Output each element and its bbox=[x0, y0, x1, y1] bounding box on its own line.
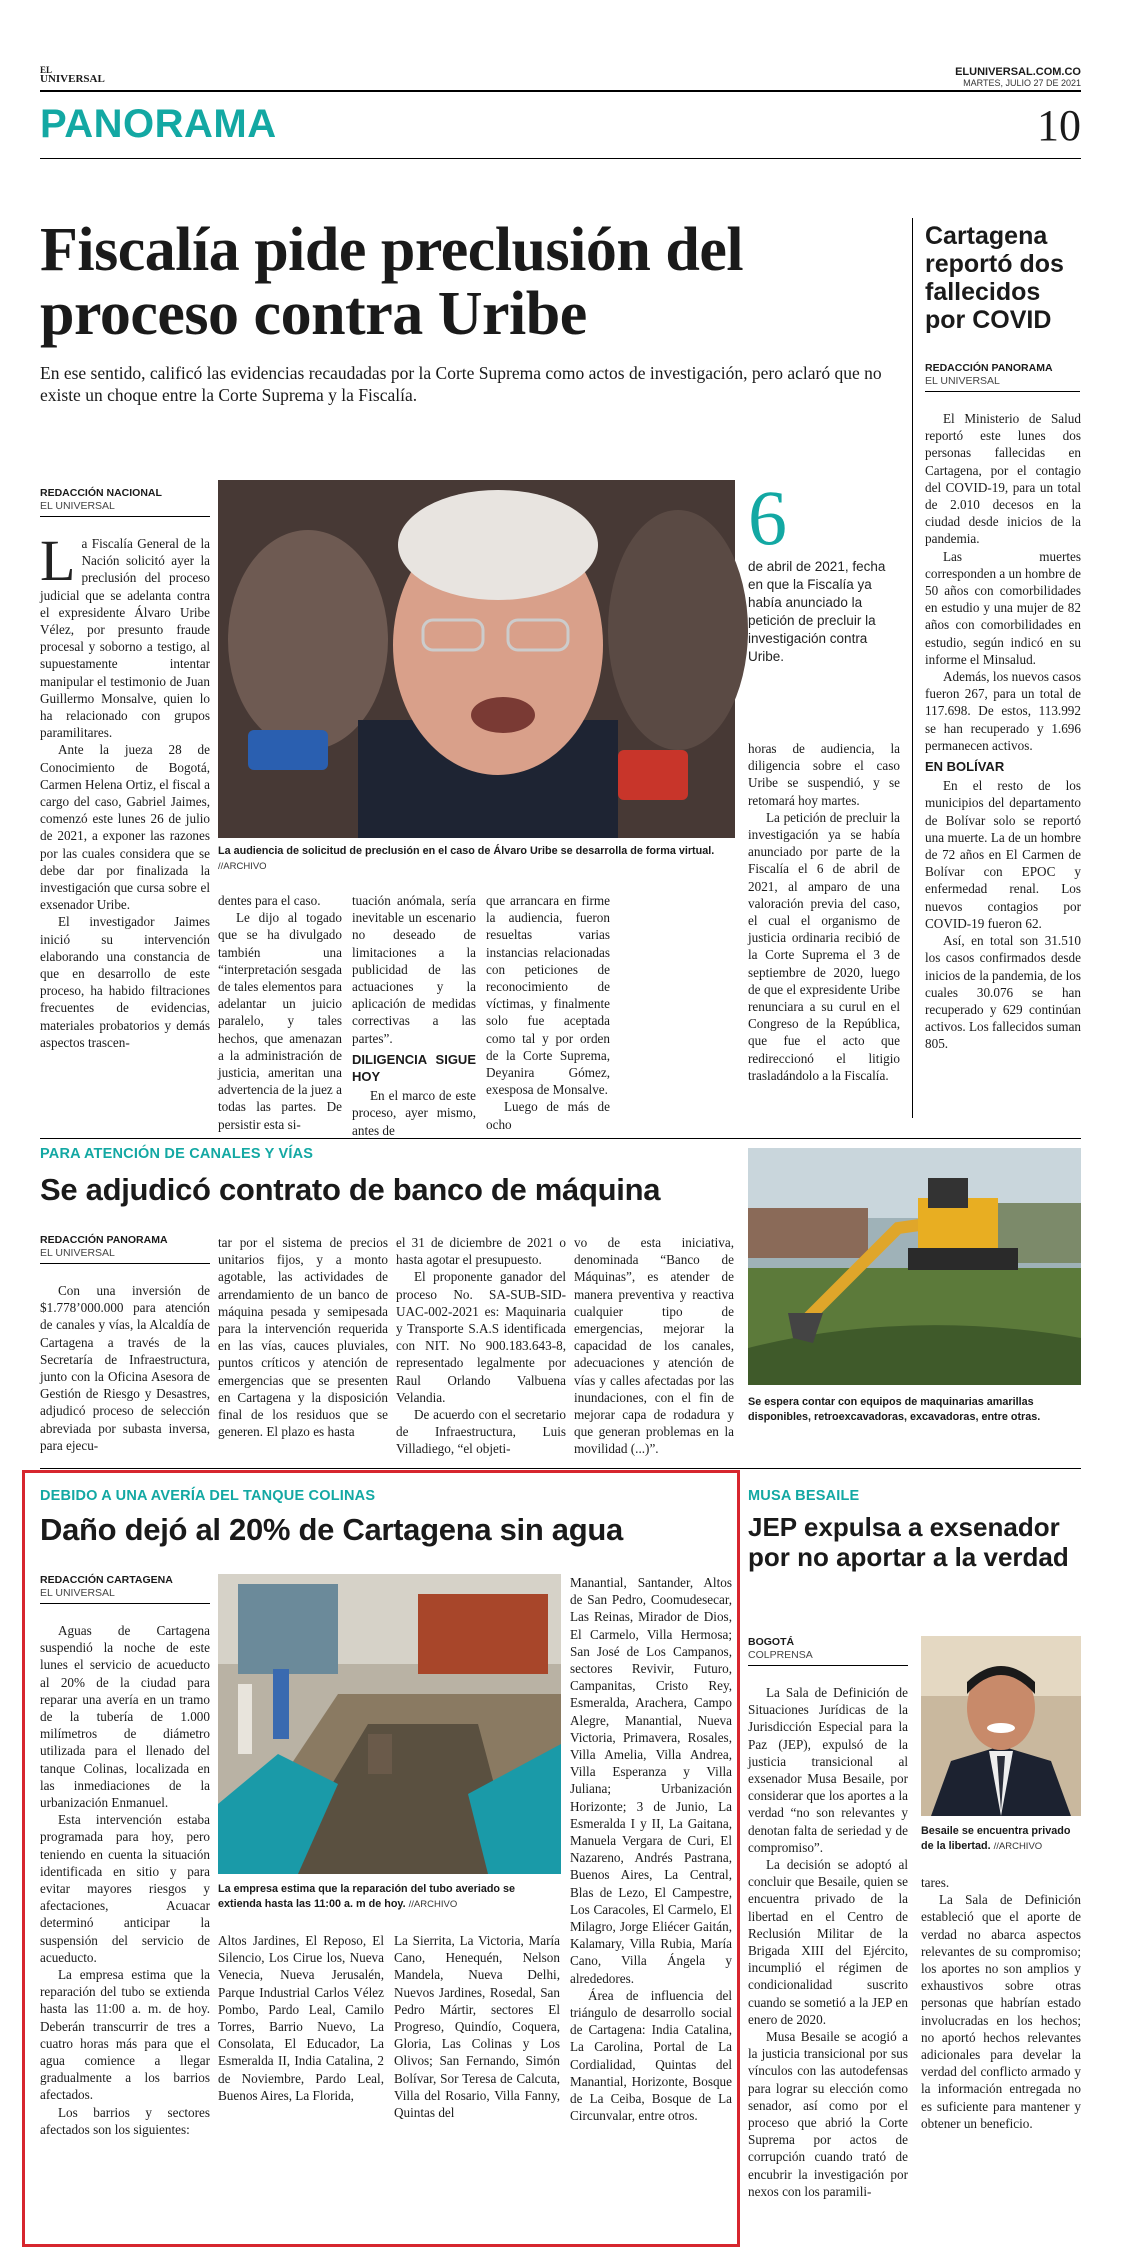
story2-headline: Se adjudicó contrato de banco de máquina bbox=[40, 1172, 661, 1207]
story2-photo-caption: Se espera contar con equipos de maquinarias amarillas disponibles, retroexcavadoras, excavadoras, entre otras. bbox=[748, 1396, 1041, 1423]
sidebar-divider bbox=[912, 218, 913, 1118]
byline-author: BOGOTÁ bbox=[748, 1636, 795, 1648]
logo-line2: UNIVERSAL bbox=[40, 73, 105, 85]
story1-col2: dentes para el caso. Le dijo al togado que se ha divulgado también una “interpretación sesgada de tales elementos para adelantar un juicio paralelo, y tales hechos, que amenazan a la administración de justicia, ameritan una advertencia de la juez a todas las partes. De persistir esta si- bbox=[218, 893, 342, 1132]
story1-deck: En ese sentido, calificó las evidencias recaudadas por la Corte Suprema como actos de investigación, pero aclaró que no existe un choque entre la Corte Suprema y la Fiscalía. bbox=[40, 363, 882, 405]
story4-kicker: MUSA BESAILE bbox=[748, 1488, 860, 1504]
section-rule bbox=[40, 158, 1081, 159]
story4-col1: La Sala de Definición de Situaciones Jurídicas de la Jurisdicción Especial para la Paz (JEP), expulsó de la justicia transicional al exsenador Musa Besaile, por considerar que los aportes a la verdad “no son relevantes y denotan falta de seriedad y de compromiso”. La decisión se adoptó al concluir que Besaile, quien se encuentra privado de la libertad en el Centro de Reclusión Militar de la Brigada XIII del Ejército, incumplió el régimen de condicionalidad suscrito cuando se sometió a la JEP en enero de 2020. Musa Besaile se acogió a la justicia transicional por sus vínculos con las autodefensas para lograr su elección como senador, así como por el proceso que abrió la Corte Suprema por actos de corrupción cuando trató de encubrir la investigación por nexos con los paramili- bbox=[748, 1685, 908, 2199]
story4-photo-caption: Besaile se encuentra privado de la libertad. //ARCHIVO bbox=[921, 1825, 1071, 1852]
story3-headline: Daño dejó al 20% de Cartagena sin agua bbox=[40, 1512, 623, 1547]
story3-col3: La Sierrita, La Victoria, María Cano, Henequén, Nelson Mandela, Nueva Delhi, Nuevos Jardines, Rosedal, San Pedro Mártir, sectores El Progreso, Quindío, Coquera, Gloria, Las Colinas y Los Olivos; San Fernando, Simón Bolívar, Sor Teresa de Calcuta, Villa del Rosario, Villa Fanny, Quintas del bbox=[394, 1933, 560, 2121]
issue-date: MARTES, JULIO 27 DE 2021 bbox=[963, 78, 1081, 88]
story3-col2: Altos Jardines, El Reposo, El Silencio, Los Cirue los, Nueva Venecia, Nueva Jerusalén, Parque Industrial Carlos Vélez Pombo, Pardo Leal, Camilo Torres, Barrio Nuevo, La Consolata, El Educador, La Esmeralda II, India Catalina, 2 de Noviembre, Pardo Leal, Buenos Aires, La Florida, bbox=[218, 1933, 384, 2103]
dropcap: L bbox=[40, 528, 76, 593]
byline-author: REDACCIÓN PANORAMA bbox=[40, 1234, 168, 1246]
covid-headline: Cartagena reportó dos fallecidos por COVID bbox=[925, 222, 1064, 334]
byline-outlet: EL UNIVERSAL bbox=[40, 1587, 115, 1599]
covid-body: El Ministerio de Salud reportó este lunes dos personas fallecidas en Cartagena, por el contagio del COVID-19, para un total de 2.010 decesos en la ciudad desde inicios de la pandemia. Las muertes corresponden a un hombre de 50 años con comorbilidades en estudio y una mujer de 82 años con comorbilidades en estudio, según indicó en su informe el Minsalud. Además, los nuevos casos fueron 267, para un total de 117.698. De estos, 113.992 se han recuperado y 1.696 permanecen activos. EN BOLÍVAR En el resto de los municipios del departamento de Bolívar solo se reportó una muerte. La de un hombre de 72 años en El Carmen de Bolívar con EPOC y enfermedad renal. Los nuevos contagios por COVID-19 fueron 62. Así, en total son 31.510 los casos confirmados desde inicios de la pandemia, de los cuales 30.076 se han recuperado y 629 continúan activos. Los fallecidos suman 805. bbox=[925, 411, 1082, 1052]
story4-col2: tares. La Sala de Definición estableció que el aporte de verdad no abarca aspectos relevantes de su compromiso; los aportes no son amplios y exhaustivos sobre otras personas que habrían estado involucradas en los hechos; no aportó hechos relevantes adicionales para develar la verdad del conflicto armado y la información entregada no es suficiente para mantener y obtener un beneficio. bbox=[921, 1875, 1081, 2131]
water-repair-photo-art bbox=[218, 1574, 561, 1874]
story3-byline bbox=[40, 1574, 210, 1604]
callout-text: de abril de 2021, fecha en que la Fiscalía ya había anunciado la petición de precluir la investigación contra Uribe. bbox=[748, 559, 886, 664]
story-divider-2 bbox=[40, 1468, 1081, 1469]
story1-col1: La Fiscalía General de la Nación solicitó ayer la preclusión del proceso judicial que se adelanta contra el expresidente Álvaro Uribe Vélez, por presunto fraude procesal y soborno a testigo, al supuestamente intentar manipular el testimonio de Juan Guillermo Monsalve, quien lo ha relacionado con grupos paramilitares. Ante la jueza 28 de Conocimiento de Bogotá, Carmen Helena Ortiz, el fiscal a cargo del caso, Gabriel Jaimes, comenzó este lunes 26 de julio de 2021, a exponer las razones por las cuales considera que se debe dar por finalizada la investigación que cursa sobre el exsenador Uribe. El investigador Jaimes inició su intervención elaborando una constancia de que en desarrollo de este proceso, ha habido filtraciones frecuentes de evidencias, materiales probatorios y demás aspectos trascen- bbox=[40, 528, 210, 1050]
byline-author: REDACCIÓN CARTAGENA bbox=[40, 1574, 173, 1586]
covid-byline bbox=[925, 362, 1080, 392]
story3-kicker: DEBIDO A UNA AVERÍA DEL TANQUE COLINAS bbox=[40, 1488, 376, 1504]
story1-byline bbox=[40, 487, 210, 517]
story4-byline bbox=[748, 1636, 908, 1666]
story1-headline: Fiscalía pide preclusión del proceso contra Uribe bbox=[40, 216, 744, 348]
masthead-logo[interactable] bbox=[40, 66, 105, 84]
besaile-photo-art bbox=[921, 1636, 1081, 1816]
story4-headline: JEP expulsa a exsenador por no aportar a la verdad bbox=[748, 1512, 1069, 1572]
excavator-photo-art bbox=[748, 1148, 1081, 1385]
header-rule bbox=[40, 90, 1081, 92]
water-repair-photo bbox=[218, 1574, 561, 1874]
byline-outlet: COLPRENSA bbox=[748, 1649, 813, 1661]
story2-col1: Con una inversión de $1.778’000.000 para atención de canales y vías, la Alcaldía de Cartagena a través de la Secretaría de Infraestructura, junto con la Oficina Asesora de Gestión de Riesgo y Desastres, adjudicó proceso de selección abreviada por subasta inversa, para ejecu- bbox=[40, 1283, 210, 1453]
story3-col4: Manantial, Santander, Altos de San Pedro, Coomudesecar, Las Reinas, Mirador de Dios, El Carmelo, Villa Hermosa; San José de Los Campanos, sectores Revivir, Futuro, Campanitas, Cristo Rey, Esmeralda, Arachera, Campo Alegre, Manantial, Nueva Victoria, Primavera, Rosales, Villa Amelia, Villa Andrea, Villa Esperanza y Villa Juliana; Urbanización Horizonte; 3 de Junio, La Esmeralda I y II, La Gaitana, Manuela Vergara de Curi, El Nazareno, Andrés Pastrana, Buenos Aires, La Central, Blas de Lezo, El Campestre, Los Caracoles, El Carmelo, El Milagro, Jorge Eliécer Gaitán, Kalamary, Villa Rubia, María Cano, Villa Ángela y alrededores. Área de influencia del triángulo de desarrollo social de Cartagena: India Catalina, La Carolina, Portal de La Cordialidad, Quintas del Manantial, Horizonte, Bosque de La Ceiba, Bosque de La Circunvalar, entre otros. bbox=[570, 1575, 732, 2124]
byline-outlet: EL UNIVERSAL bbox=[40, 500, 115, 512]
story2-col4: vo de esta iniciativa, denominada “Banco de Máquinas”, es atender de manera preventiva y reactiva cualquier tipo de emergencias, mejorar la capacidad de los canales, adecuaciones y atención de vías y calles afectadas por las inundaciones, con el fin de mejorar capa de rodadura y que generan problemas en la movilidad (...)”. bbox=[574, 1235, 734, 1457]
story1-col3: tuación anómala, sería inevitable un escenario no deseado de limitaciones a la publicidad de las actuaciones y la aplicación de medidas correctivas a las partes”. DILIGENCIA SIGUE HOY En el marco de este proceso, ayer mismo, antes de bbox=[352, 893, 476, 1138]
story2-col3: el 31 de diciembre de 2021 o hasta agotar el presupuesto. El proponente ganador del proceso No. SA-SUB-SID-UAC-002-2021 es: Maquinaria y Transporte S.A.S identificada con NIT. No 900.183.643-8, representado legalmente por Raul Orlando Valbuena Velandia. De acuerdo con el secretario de Infraestructura, Luis Villadiego, “el objeti- bbox=[396, 1235, 566, 1457]
story3-col1: Aguas de Cartagena suspendió la noche de este lunes el servicio de acueducto al 20% de la ciudad para reparar una avería en un tramo de la tubería de 1.000 milímetros de diámetro utilizada para el llenado del tanque Colinas, localizada en las inmediaciones de la urbanización Enmanuel. Esta intervención estaba programada para hoy, pero teniendo en cuenta la situación identificada en sitio y para evitar mayores riesgos y afectaciones, Acuacar determinó anticipar la suspensión del servicio de acueducto. La empresa estima que la reparación del tubo se extienda hasta las 11:00 a. m. de hoy. Deberán transcurrir de tres a cuatro horas más para que el agua comience a llegar gradualmente a los barrios afectados. Los barrios y sectores afectados son los siguientes: bbox=[40, 1623, 210, 2137]
story2-col2: tar por el sistema de precios unitarios fijos, y a monto agotable, las actividades de arrendamiento de un banco de máquina pesada y semipesada para la intervención requerida en las vías, cauces pluviales, puntos críticos y atención de emergencias que se presenten en Cartagena y la disposición final de los residuos que se generen. El plazo es hasta bbox=[218, 1235, 388, 1440]
excavator-photo bbox=[748, 1148, 1081, 1385]
story2-kicker: PARA ATENCIÓN DE CANALES Y VÍAS bbox=[40, 1146, 314, 1162]
byline-author: REDACCIÓN PANORAMA bbox=[925, 362, 1053, 374]
story1-photo-caption: La audiencia de solicitud de preclusión en el caso de Álvaro Uribe se desarrolla de forma virtual. //ARCHIVO bbox=[218, 845, 715, 872]
story1-col4: que arrancara en firme la audiencia, fueron resueltas varias instancias relacionadas con peticiones de reconocimiento de víctimas, y finalmente solo fue aceptada como tal y por orden de la Corte Suprema, Deyanira Gómez, exesposa de Monsalve. Luego de más de ocho bbox=[486, 893, 610, 1132]
story2-byline bbox=[40, 1234, 210, 1264]
callout-number: 6 bbox=[748, 474, 787, 561]
header-info bbox=[955, 66, 1081, 88]
uribe-photo-art bbox=[218, 480, 735, 838]
page-number: 10 bbox=[1037, 101, 1081, 150]
story3-photo-caption: La empresa estima que la reparación del tubo averiado se extienda hasta las 11:00 a. m de hoy. //ARCHIVO bbox=[218, 1883, 516, 1910]
logo-line1: EL bbox=[40, 65, 53, 75]
byline-outlet: EL UNIVERSAL bbox=[40, 1247, 115, 1259]
besaile-photo bbox=[921, 1636, 1081, 1816]
story-divider-1 bbox=[40, 1138, 1081, 1139]
site-url: ELUNIVERSAL.COM.CO bbox=[955, 66, 1081, 78]
byline-author: REDACCIÓN NACIONAL bbox=[40, 487, 162, 499]
byline-outlet: EL UNIVERSAL bbox=[925, 375, 1000, 387]
section-title: PANORAMA bbox=[40, 102, 277, 146]
story1-col5: horas de audiencia, la diligencia sobre el caso Uribe se suspendió, y se retomará hoy martes. La petición de precluir la investigación ya se había anunciado por parte de la Fiscalía el 6 de abril de 2021, al amparo de una valoración previa del caso, el cual el organismo de justicia ordinaria recibió de la Corte Suprema el 3 de septiembre de 2020, luego de que el expresidente Uribe renunciara a su curul en el Congreso de la República, que fue el acto que redireccionó el litigio trasladándolo a la Fiscalía. bbox=[748, 741, 900, 1083]
uribe-photo bbox=[218, 480, 735, 838]
